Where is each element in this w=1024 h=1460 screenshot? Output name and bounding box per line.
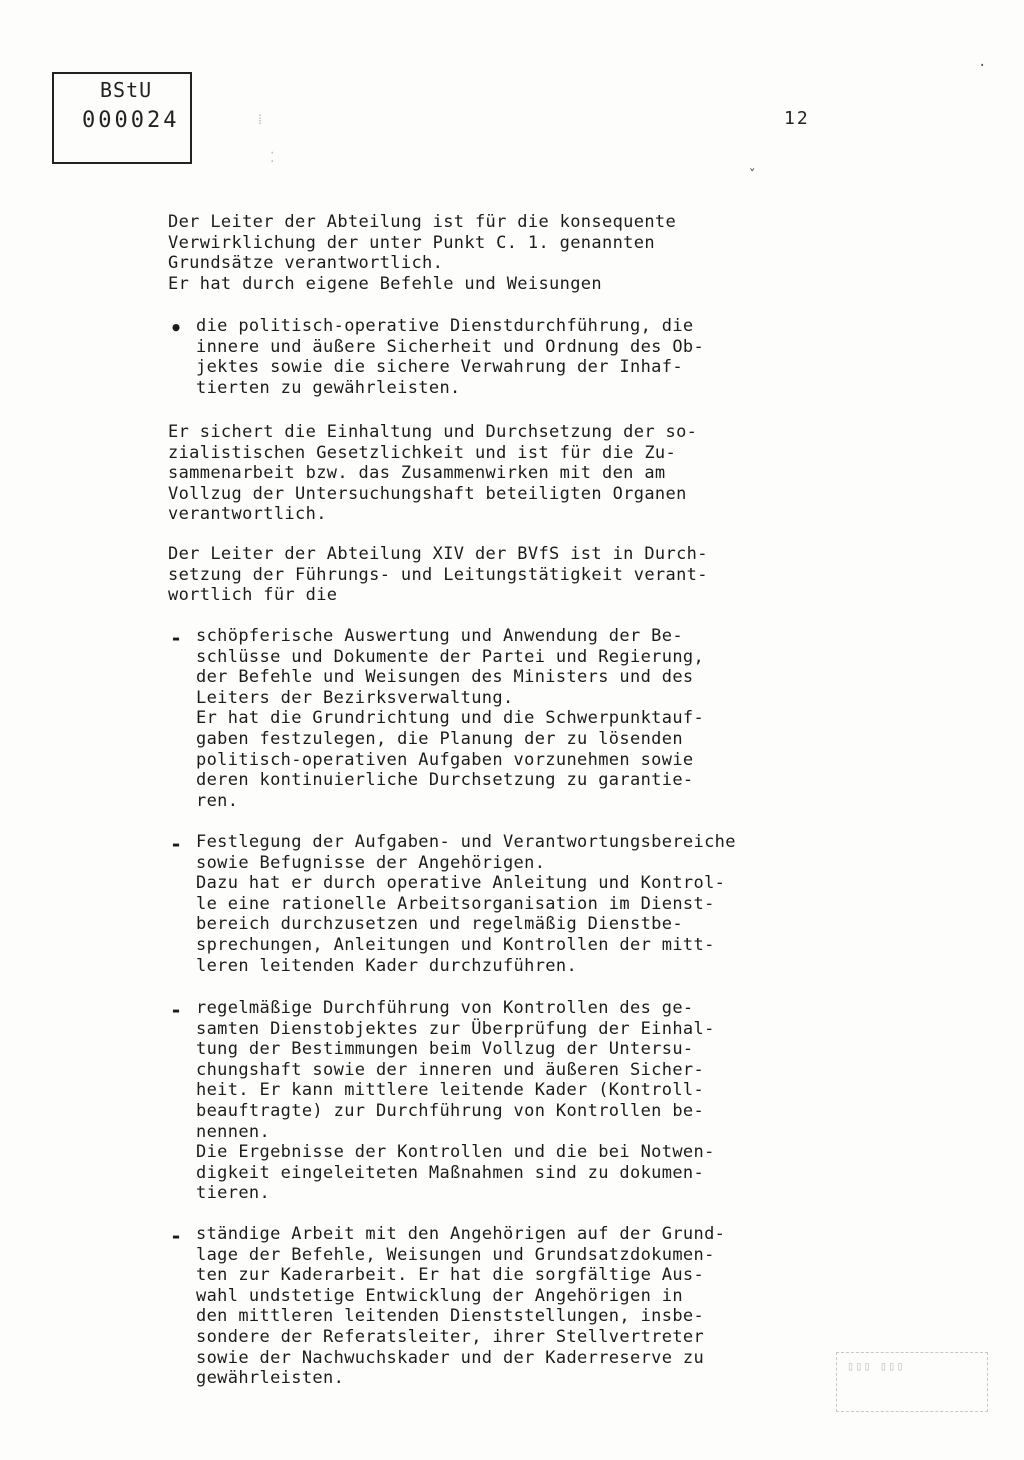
faint-archive-stamp — [836, 1352, 988, 1412]
page-number: 12 — [784, 108, 810, 129]
stamp-label: BStU — [100, 78, 153, 102]
faint-stamp-text: ▯▯▯ ▯▯▯ — [847, 1359, 905, 1373]
paragraph-intro: Der Leiter der Abteilung ist für die konsequente Verwirklichung der unter Punkt C. 1. genannten Grundsätze verantwortlich. Er hat durch eigene Befehle und Weisungen — [168, 212, 677, 294]
list-item-evaluation: schöpferische Auswertung und Anwendung der Be- schlüsse und Dokumente der Partei und Regierung, der Befehle und Weisungen des Ministers und des Leiters der Bezirksverwaltung. Er hat die Grundrichtung und die Schwerpunktauf- gaben festzulegen, die Planung der zu lösenden politisch-operativen Aufgaben vorzunehmen sowie deren kontinuierliche Durchsetzung zu garantie- ren. — [196, 626, 705, 811]
bullet-dash: - — [170, 832, 183, 856]
bullet-dash: - — [170, 1224, 183, 1248]
stamp-number: 000024 — [82, 108, 180, 133]
list-item-tasks: Festlegung der Aufgaben- und Verantwortungsbereiche sowie Befugnisse der Angehörigen. Dazu hat er durch operative Anleitung und Kontrol- le eine rationelle Arbeitsorganisation im Dienst- bereich durchzusetzen und regelmäßig Dienstbe- sprechungen, Anleitungen und Kontrollen der mitt- leren leitenden Kader durchzuführen. — [196, 832, 736, 976]
paragraph-responsibility: Der Leiter der Abteilung XIV der BVfS ist in Durch- setzung der Führungs- und Leitungstätigkeit verant- wortlich für die — [168, 544, 708, 606]
list-item-controls: regelmäßige Durchführung von Kontrollen des ge- samten Dienstobjektes zur Überprüfung der Einhal- tung der Bestimmungen beim Vollzug der Untersu- chungshaft sowie der inneren und äußeren Sicher- heit. Er kann mittlere leitende Kader (Kontroll- beauftragte) zur Durchführung von Kontrollen be- nennen. Die Ergebnisse der Kontrollen und die bei Notwen- digkeit eingeleiteten Maßnahmen sind zu dokumen- tieren. — [196, 998, 715, 1204]
bullet-dash: - — [170, 998, 183, 1022]
bullet-dash: - — [170, 626, 183, 650]
bullet-dot: • — [170, 316, 183, 340]
smudge-mark: ˇ — [748, 168, 757, 184]
paragraph-dot-item: die politisch-operative Dienstdurchführung, die innere und äußere Sicherheit und Ordnung des Ob- jektes sowie die sichere Verwahrung der Inhaf- tierten zu gewährleisten. — [196, 316, 705, 398]
smudge-mark: · — [978, 58, 987, 74]
list-item-cadre: ständige Arbeit mit den Angehörigen auf der Grund- lage der Befehle, Weisungen und Grundsatzdokumen- ten zur Kaderarbeit. Er hat die sorgfältige Aus- wahl undstetige Entwicklung der Angehörigen in den mittleren leitenden Dienststellungen, insbe- sondere der Referatsleiter, ihrer Stellvertreter sowie der Nachwuchskader und der Kaderreserve zu gewährleisten. — [196, 1224, 726, 1389]
smudge-mark: ⁚ — [270, 150, 275, 166]
smudge-mark: ⁞ — [258, 112, 262, 128]
paragraph-legality: Er sichert die Einhaltung und Durchsetzung der so- zialistischen Gesetzlichkeit und ist für die Zu- sammenarbeit bzw. das Zusammenwirken mit den am Vollzug der Untersuchungshaft beteiligten Organen verantwortlich. — [168, 422, 698, 525]
archive-stamp — [52, 72, 192, 164]
